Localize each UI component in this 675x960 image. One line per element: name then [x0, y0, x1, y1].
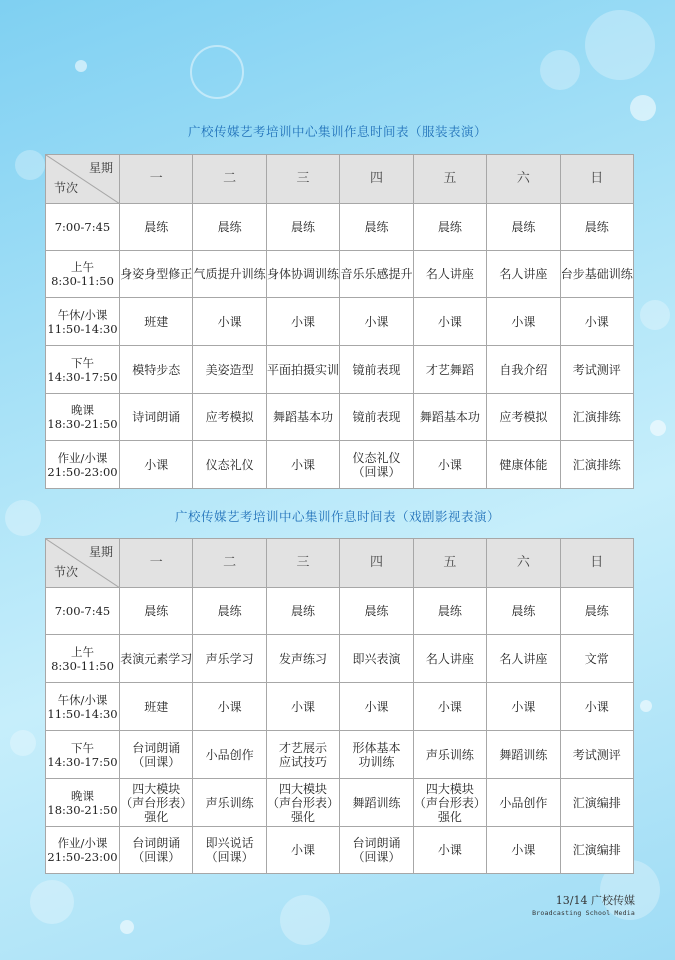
schedule-cell: 考试测评: [560, 346, 633, 394]
schedule-cell: 镜前表现: [340, 394, 413, 441]
schedule-cell: 晨练: [266, 204, 339, 251]
schedule-cell: 气质提升训练: [193, 251, 266, 298]
schedule-cell: 仪态礼仪: [193, 441, 266, 489]
table-row: [46, 251, 634, 298]
schedule-cell: 声乐训练: [413, 731, 486, 779]
schedule-cell: 台词朗诵 （回课）: [340, 827, 413, 874]
period-cell: 上午 8:30-11:50: [46, 251, 120, 298]
schedule-cell: 小品创作: [487, 779, 560, 827]
background-bubble: [75, 60, 87, 72]
footer-subtitle: Broadcasting School Media: [532, 909, 635, 917]
schedule-cell: 四大模块 （声台形表） 强化: [413, 779, 486, 827]
schedule-cell: 晨练: [193, 204, 266, 251]
day-header: 日: [560, 155, 633, 204]
schedule-cell: 晨练: [487, 588, 560, 635]
table-row: [46, 827, 634, 874]
schedule-cell: 晨练: [266, 588, 339, 635]
schedule-cell: 考试测评: [560, 731, 633, 779]
schedule-cell: 健康体能: [487, 441, 560, 489]
schedule-cell: 舞蹈训练: [487, 731, 560, 779]
background-bubble: [640, 700, 652, 712]
period-cell: 下午 14:30-17:50: [46, 731, 120, 779]
schedule-cell: 汇演编排: [560, 827, 633, 874]
schedule-cell: 仪态礼仪 （回课）: [340, 441, 413, 489]
table-row: [46, 683, 634, 731]
schedule-table-fashion: [45, 154, 634, 489]
schedule-cell: 四大模块 （声台形表） 强化: [266, 779, 339, 827]
schedule-cell: 名人讲座: [487, 251, 560, 298]
schedule-cell: 小课: [193, 683, 266, 731]
schedule-cell: 晨练: [340, 588, 413, 635]
day-header: 三: [266, 539, 339, 588]
schedule-cell: 舞蹈基本功: [413, 394, 486, 441]
period-cell: 午休/小课 11:50-14:30: [46, 298, 120, 346]
schedule-cell: 晨练: [193, 588, 266, 635]
schedule-cell: 自我介绍: [487, 346, 560, 394]
day-header: 一: [120, 155, 193, 204]
schedule-cell: 舞蹈训练: [340, 779, 413, 827]
schedule-cell: 名人讲座: [413, 251, 486, 298]
schedule-cell: 汇演排练: [560, 441, 633, 489]
schedule-cell: 台词朗诵 （回课）: [120, 731, 193, 779]
schedule-cell: 音乐乐感提升: [340, 251, 413, 298]
table-row: [46, 394, 634, 441]
schedule-cell: 小课: [120, 441, 193, 489]
schedule-cell: 班建: [120, 683, 193, 731]
schedule-cell: 小课: [266, 441, 339, 489]
schedule-cell: 晨练: [560, 204, 633, 251]
day-header: 四: [340, 155, 413, 204]
schedule-cell: 四大模块 （声台形表） 强化: [120, 779, 193, 827]
day-header: 四: [340, 539, 413, 588]
schedule-cell: 晨练: [413, 204, 486, 251]
schedule-cell: 小课: [487, 298, 560, 346]
background-bubble: [190, 45, 244, 99]
schedule-cell: 小课: [487, 827, 560, 874]
schedule-cell: 小课: [560, 298, 633, 346]
background-bubble: [280, 895, 330, 945]
schedule-cell: 晨练: [340, 204, 413, 251]
background-bubble: [10, 730, 36, 756]
table-row: [46, 635, 634, 683]
schedule-cell: 名人讲座: [487, 635, 560, 683]
day-header: 五: [413, 539, 486, 588]
table-row: [46, 731, 634, 779]
background-bubble: [585, 10, 655, 80]
schedule-cell: 台步基础训练: [560, 251, 633, 298]
period-cell: 7:00-7:45: [46, 588, 120, 635]
page-footer: [532, 892, 635, 917]
schedule-cell: 小课: [193, 298, 266, 346]
table-row: [46, 298, 634, 346]
day-header: 日: [560, 539, 633, 588]
schedule-cell: 诗词朗诵: [120, 394, 193, 441]
schedule-table-drama: [45, 538, 634, 874]
schedule-cell: 平面拍摄实训: [266, 346, 339, 394]
schedule-cell: 小课: [487, 683, 560, 731]
schedule-cell: 台词朗诵 （回课）: [120, 827, 193, 874]
corner-header: [46, 539, 120, 588]
schedule-cell: 身体协调训练: [266, 251, 339, 298]
table-row: [46, 441, 634, 489]
period-cell: 午休/小课 11:50-14:30: [46, 683, 120, 731]
schedule-cell: 晨练: [120, 588, 193, 635]
schedule-cell: 才艺展示 应试技巧: [266, 731, 339, 779]
day-header: 六: [487, 539, 560, 588]
background-bubble: [30, 880, 74, 924]
schedule-cell: 模特步态: [120, 346, 193, 394]
schedule-cell: 小课: [413, 441, 486, 489]
table-title: 广校传媒艺考培训中心集训作息时间表（服装表演）: [187, 124, 487, 139]
table-row: [46, 346, 634, 394]
corner-period-label: 节次: [54, 565, 79, 579]
day-header: 三: [266, 155, 339, 204]
period-cell: 晚课 18:30-21:50: [46, 394, 120, 441]
background-bubble: [15, 150, 45, 180]
schedule-cell: 声乐训练: [193, 779, 266, 827]
schedule-cell: 身姿身型修正: [120, 251, 193, 298]
day-header: 二: [193, 155, 266, 204]
day-header: 六: [487, 155, 560, 204]
schedule-cell: 晨练: [120, 204, 193, 251]
schedule-cell: 小课: [266, 683, 339, 731]
corner-period-label: 节次: [54, 181, 79, 195]
period-cell: 作业/小课 21:50-23:00: [46, 827, 120, 874]
corner-weekday-label: 星期: [88, 161, 113, 175]
schedule-cell: 应考模拟: [487, 394, 560, 441]
corner-weekday-label: 星期: [88, 545, 113, 559]
schedule-cell: 发声练习: [266, 635, 339, 683]
schedule-cell: 表演元素学习: [120, 635, 193, 683]
table-row: [46, 779, 634, 827]
table-row: [46, 588, 634, 635]
schedule-cell: 班建: [120, 298, 193, 346]
schedule-cell: 小品创作: [193, 731, 266, 779]
schedule-cell: 应考模拟: [193, 394, 266, 441]
schedule-cell: 声乐学习: [193, 635, 266, 683]
schedule-cell: 小课: [340, 683, 413, 731]
schedule-cell: 文常: [560, 635, 633, 683]
table-title: 广校传媒艺考培训中心集训作息时间表（戏剧影视表演）: [174, 509, 500, 524]
background-bubble: [120, 920, 134, 934]
schedule-cell: 美姿造型: [193, 346, 266, 394]
day-header: 一: [120, 539, 193, 588]
period-cell: 7:00-7:45: [46, 204, 120, 251]
table-row: [46, 204, 634, 251]
day-header: 五: [413, 155, 486, 204]
schedule-cell: 即兴说话 （回课）: [193, 827, 266, 874]
schedule-cell: 小课: [413, 683, 486, 731]
schedule-cell: 小课: [266, 827, 339, 874]
schedule-cell: 汇演排练: [560, 394, 633, 441]
period-cell: 上午 8:30-11:50: [46, 635, 120, 683]
background-bubble: [650, 420, 666, 436]
schedule-cell: 小课: [413, 827, 486, 874]
schedule-cell: 即兴表演: [340, 635, 413, 683]
schedule-cell: 镜前表现: [340, 346, 413, 394]
page-number: 13/14 广校传媒: [555, 894, 635, 907]
corner-header: [46, 155, 120, 204]
schedule-cell: 小课: [266, 298, 339, 346]
schedule-cell: 舞蹈基本功: [266, 394, 339, 441]
background-bubble: [630, 95, 656, 121]
background-bubble: [540, 50, 580, 90]
period-cell: 下午 14:30-17:50: [46, 346, 120, 394]
table-header-row: [46, 155, 634, 204]
schedule-cell: 汇演编排: [560, 779, 633, 827]
schedule-cell: 小课: [340, 298, 413, 346]
schedule-cell: 晨练: [560, 588, 633, 635]
period-cell: 作业/小课 21:50-23:00: [46, 441, 120, 489]
table-header-row: [46, 539, 634, 588]
schedule-cell: 形体基本 功训练: [340, 731, 413, 779]
schedule-cell: 小课: [560, 683, 633, 731]
schedule-cell: 名人讲座: [413, 635, 486, 683]
background-bubble: [640, 300, 670, 330]
schedule-cell: 晨练: [413, 588, 486, 635]
schedule-cell: 小课: [413, 298, 486, 346]
schedule-cell: 才艺舞蹈: [413, 346, 486, 394]
schedule-cell: 晨练: [487, 204, 560, 251]
day-header: 二: [193, 539, 266, 588]
period-cell: 晚课 18:30-21:50: [46, 779, 120, 827]
